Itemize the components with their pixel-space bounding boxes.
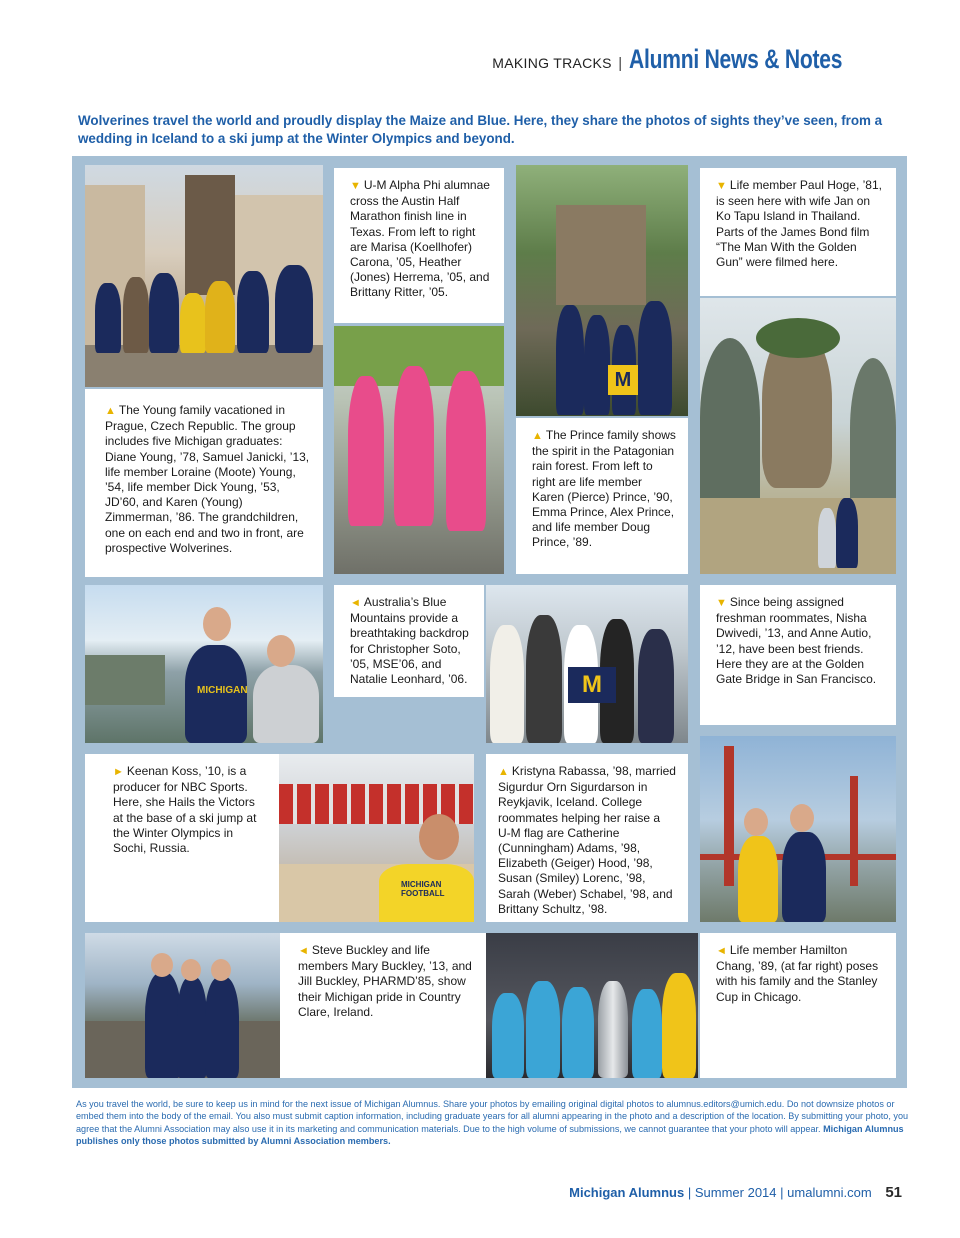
folio-separator: | (687, 1185, 692, 1200)
caption-arrow: ▲ (498, 766, 509, 778)
caption-buckley (280, 933, 486, 1078)
caption-text: Steve Buckley and life members Mary Buckley, ’13, and Jill Buckley, PHARMD’85, show their Michigan pride in Country Clare, Ireland. (298, 943, 472, 1019)
caption-rabassa (486, 754, 688, 922)
caption-prince (516, 418, 688, 574)
caption-arrow: ▼ (716, 180, 727, 192)
photo-ireland (85, 933, 280, 1078)
um-flag: M (568, 667, 616, 703)
submission-note-bold: Michigan Alumnus publishes only those photos submitted by Alumni Association members. (76, 1123, 904, 1147)
caption-text: Since being assigned freshman roommates, Nisha Dwivedi, ’13, and Anne Autio, ’12, have been best friends. Here they are at the Golden Gate Bridge in San Francisco. (716, 595, 877, 687)
caption-arrow: ► (113, 766, 124, 778)
folio-separator: | (780, 1185, 784, 1200)
photo-iceland-wedding (486, 585, 688, 743)
photo-stanley-cup (486, 933, 698, 1078)
photo-ko-tapu (700, 298, 896, 574)
section-title: Alumni News & Notes (628, 44, 842, 74)
caption-text: The Prince family shows the spirit in the Patagonian rain forest. From left to right are life member Karen (Pierce) Prince, ’90, Emma Prince, Alex Prince, and life member Doug Prince, ’89. (532, 428, 676, 550)
caption-text: Life member Paul Hoge, ’81, is seen here with wife Jan on Ko Tapu Island in Thailand. Parts of the James Bond film “The Man With the Golden Gun” were filmed here. (716, 178, 882, 270)
photo-golden-gate (700, 736, 896, 922)
photo-blue-mountains (85, 585, 323, 743)
caption-young (85, 389, 323, 577)
page-number: 51 (885, 1184, 902, 1201)
photo-marathon (334, 326, 504, 574)
caption-text: Australia’s Blue Mountains provide a breathtaking backdrop for Christopher Soto, ’05, MSE’06, and Natalie Leonhard, ’06. (350, 595, 469, 687)
section-label: MAKING TRACKS (492, 55, 612, 71)
caption-arrow: ▲ (532, 430, 543, 442)
caption-koss (85, 754, 280, 922)
block-m-sign: M (608, 365, 638, 395)
magazine-name: Michigan Alumnus (569, 1185, 685, 1200)
issue-date: Summer 2014 (694, 1185, 777, 1200)
caption-arrow: ◄ (298, 945, 309, 957)
caption-soto (334, 585, 484, 697)
submission-note (76, 1098, 910, 1148)
caption-alpha-phi (334, 168, 504, 323)
michigan-football-shirt-text: MICHIGAN FOOTBALL (401, 880, 445, 898)
submission-note-text: As you travel the world, be sure to keep us in mind for the next issue of Michigan Alumnus. Share your photos by emailing original digital photos to alumnus.editors@umich.edu. Do not downsize photos or embed them into the body of the email. You also must submit caption information, including graduate years for all alumni appearing in the photo and a description of the location. By submitting your photo, you agree that the Alumni Association may also use it in its marketing and communication materials. Due to the high volume of submissions, we cannot guarantee that your photo will appear. (76, 1099, 909, 1134)
caption-text: The Young family vacationed in Prague, Czech Republic. The group includes five Michigan graduates: Diane Young, ’78, Samuel Janicki, ’13, life member Loraine (Moote) Young, ’54, life member Dick Young, ’53, JD’60, and Karen (Young) Zimmerman, ’86. The grandchildren, one on each end and two in front, are prospective Wolverines. (105, 403, 310, 555)
caption-arrow: ◄ (716, 945, 727, 957)
section-header (492, 44, 902, 75)
caption-arrow: ▼ (350, 180, 361, 192)
caption-text: U-M Alpha Phi alumnae cross the Austin Half Marathon finish line in Texas. From left to right are Marisa (Koellhofer) Carona, ’05, Heather (Jones) Herrema, ’05, and Brittany Ritter, ’05. (350, 178, 490, 300)
caption-arrow: ▲ (105, 405, 116, 417)
caption-chang (700, 933, 896, 1078)
page-folio (569, 1184, 902, 1201)
photo-patagonia (516, 165, 688, 416)
caption-text: Kristyna Rabassa, ’98, married Sigurdur Orn Sigurdarson in Reykjavik, Iceland. College roommates helping her raise a U-M flag are Catherine (Cunningham) Adams, ’98, Elizabeth (Geiger) Hood, ’98, Susan (Smiley) Lorenc, ’98, Sarah (Weber) Schabel, ’98, and Brittany Schultz, ’98. (498, 764, 676, 916)
header-separator: | (618, 55, 623, 72)
michigan-shirt-text: MICHIGAN (197, 685, 248, 696)
caption-hoge (700, 168, 896, 296)
caption-arrow: ◄ (350, 597, 361, 609)
intro-text: Wolverines travel the world and proudly display the Maize and Blue. Here, they share the photos of sights they’ve seen, from a wedding in Iceland to a ski jump at the Winter Olympics and beyond. (78, 113, 883, 146)
caption-text: Life member Hamilton Chang, ’89, (at far right) poses with his family and the Stanley Cup in Chicago. (716, 943, 879, 1004)
caption-arrow: ▼ (716, 597, 727, 609)
caption-text: Keenan Koss, ’10, is a producer for NBC Sports. Here, she Hails the Victors at the base of a ski jump at the Winter Olympics in Sochi, Russia. (113, 764, 257, 856)
photo-board (72, 156, 907, 1088)
website: umalumni.com (787, 1185, 872, 1200)
photo-sochi (279, 754, 474, 922)
caption-dwivedi (700, 585, 896, 725)
photo-prague (85, 165, 323, 387)
